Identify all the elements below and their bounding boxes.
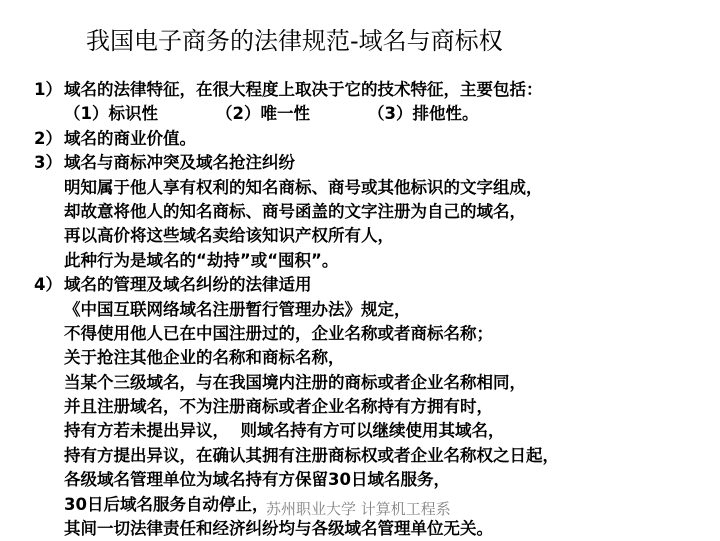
list-item-2 bbox=[34, 127, 714, 151]
list-item-3 bbox=[34, 151, 714, 175]
sub-item-1: （1）标识性 bbox=[64, 104, 158, 124]
body-line: 持有方若未提出异议， 则域名持有方可以继续使用其域名， bbox=[64, 421, 505, 441]
sub-item-3: （3）排他性。 bbox=[367, 104, 479, 124]
slide-footer: 苏州职业大学 计算机工程系 bbox=[266, 500, 451, 518]
list-item-1 bbox=[34, 78, 714, 102]
body-line: 持有方提出异议，在确认其拥有注册商标权或者企业名称权之日起， bbox=[64, 445, 559, 465]
body-line: 并且注册域名，不为注册商标或者企业名称持有方拥有时， bbox=[64, 397, 493, 417]
item-number: 4） bbox=[34, 275, 62, 295]
body-line: 关于抢注其他企业的名称和商标名称， bbox=[64, 348, 345, 368]
body-line: 各级域名管理单位为域名持有方保留30日域名服务， bbox=[64, 470, 450, 490]
body-line: 30日后域名服务自动停止， bbox=[64, 494, 269, 514]
item-text: 域名与商标冲突及域名抢注纠纷 bbox=[64, 153, 295, 173]
body-line: 《中国互联网络域名注册暂行管理办法》规定， bbox=[64, 299, 411, 319]
slide-body bbox=[34, 78, 714, 541]
body-line: 却故意将他人的知名商标、商号函盖的文字注册为自己的域名， bbox=[64, 201, 526, 221]
body-line: 当某个三级域名，与在我国境内注册的商标或者企业名称相同， bbox=[64, 372, 526, 392]
item-number: 1） bbox=[34, 80, 62, 99]
body-line: 不得使用他人已在中国注册过的，企业名称或者商标名称； bbox=[64, 323, 493, 343]
sub-item-2: （2）唯一性 bbox=[215, 104, 310, 124]
body-line: 明知属于他人享有权利的知名商标、商号或其他标识的文字组成， bbox=[64, 177, 543, 197]
item-number: 3） bbox=[34, 153, 62, 173]
body-line: 其间一切法律责任和经济纠纷均与各级域名管理单位无关。 bbox=[64, 519, 493, 539]
list-item-4 bbox=[34, 273, 714, 297]
sub-items-line bbox=[34, 102, 714, 126]
body-line: 此种行为是域名的“劫持”或“囤积”。 bbox=[64, 250, 339, 270]
item-text: 域名的商业价值。 bbox=[64, 128, 196, 148]
body-line: 再以高价将这些域名卖给该知识产权所有人， bbox=[64, 226, 394, 246]
item-number: 2） bbox=[34, 128, 62, 148]
slide-title: 我国电子商务的法律规范-域名与商标权 bbox=[86, 27, 503, 55]
item-text: 域名的法律特征，在很大程度上取决于它的技术特征，主要包括： bbox=[64, 80, 543, 99]
item-text: 域名的管理及域名纠纷的法律适用 bbox=[64, 275, 312, 295]
